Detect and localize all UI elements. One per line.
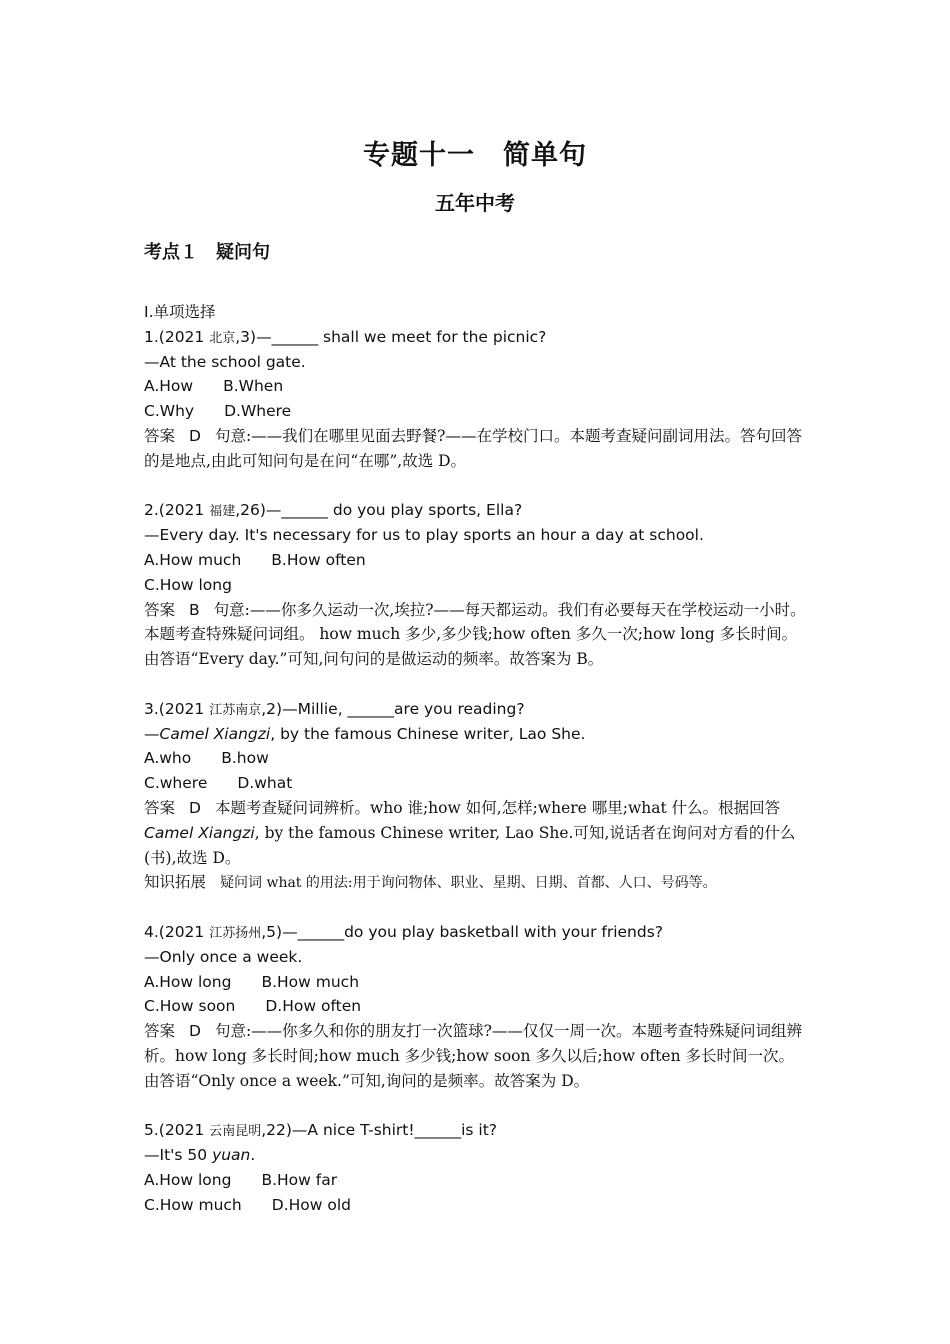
answer-value: D: [189, 426, 201, 445]
question-reply: —Every day. It's necessary for us to play sports an hour a day at school.: [144, 526, 704, 545]
option-a: A.How long: [144, 1170, 232, 1189]
option-row: [144, 746, 808, 771]
question-5: 5.(2021 云南昆明,22)—A nice T-shirt!______is it?: [144, 1121, 498, 1140]
answer-label: 答案: [144, 798, 176, 817]
option-a: A.How long: [144, 972, 232, 991]
question-source: 江苏南京: [209, 702, 262, 718]
question-source: 北京: [209, 330, 236, 346]
knowledge-extension: 知识拓展 疑问词 what 的用法:用于询问物体、职业、星期、日期、首都、人口、号码等。: [144, 873, 717, 892]
answer-label: 答案: [144, 426, 176, 445]
question-source: 江苏扬州: [209, 925, 262, 941]
answer-explanation: 答案 D 句意:——你多久和你的朋友打一次篮球?——仅仅一周一次。本题考查特殊疑问词组辨析。how long 多长时间;how much 多少钱;how soon 多久以后;how often 多长时间一次。由答语“Only once a week.”可知,询问的是频率。故答案为 D。: [144, 1022, 802, 1090]
option-b: B.How much: [261, 972, 360, 991]
question-3: 3.(2021 江苏南京,2)—Millie, ______are you reading?: [144, 699, 525, 718]
option-a: A.How much: [144, 550, 242, 569]
extension-label: 知识拓展: [144, 873, 207, 892]
option-row: [144, 970, 808, 995]
question-4: 4.(2021 江苏扬州,5)—______do you play basketball with your friends?: [144, 922, 664, 941]
question-reply: —It's 50 yuan.: [144, 1146, 256, 1165]
option-row: [144, 374, 808, 399]
question-source: 云南昆明: [209, 1124, 262, 1140]
option-d: D.How often: [265, 997, 362, 1016]
option-c: C.Why: [144, 402, 195, 421]
option-row: [144, 573, 808, 598]
question-2: 2.(2021 福建,26)—______ do you play sports, Ella?: [144, 501, 523, 520]
page-title: 专题十一 简单句: [363, 140, 587, 171]
option-d: D.How old: [271, 1195, 351, 1214]
page-subtitle: 五年中考: [435, 191, 515, 215]
option-b: B.When: [223, 377, 284, 396]
question-reply: —Camel Xiangzi, by the famous Chinese writer, Lao She.: [144, 724, 586, 743]
option-c: C.How much: [144, 1195, 242, 1214]
option-c: C.where: [144, 774, 208, 793]
option-row: [144, 1193, 808, 1218]
option-row: [144, 771, 808, 796]
option-b: B.how: [221, 749, 269, 768]
section-heading: 考点１ 疑问句: [144, 242, 270, 263]
option-row: [144, 399, 808, 424]
option-row: [144, 548, 808, 573]
answer-value: D: [189, 798, 201, 817]
answer-label: 答案: [144, 1022, 176, 1041]
option-row: [144, 994, 808, 1019]
answer-explanation: 答案 B 句意:——你多久运动一次,埃拉?——每天都运动。我们有必要每天在学校运动一小时。本题考查特殊疑问词组。 how much 多少,多少钱;how often 多久一次;how long 多长时间。由答语“Every day.”可知,问句问的是做运动的频率。故答案为 B。: [144, 600, 806, 669]
answer-value: D: [189, 1022, 201, 1041]
question-list: [144, 300, 808, 1217]
option-c: C.How soon: [144, 997, 236, 1016]
answer-explanation: 答案 D 句意:——我们在哪里见面去野餐?——在学校门口。本题考查疑问副词用法。答句回答的是地点,由此可知问句是在问“在哪”,故选 D。: [144, 426, 802, 470]
option-b: B.How far: [261, 1170, 338, 1189]
option-d: D.Where: [224, 402, 292, 421]
option-b: B.How often: [271, 550, 366, 569]
option-row: [144, 1168, 808, 1193]
option-c: C.How long: [144, 575, 232, 594]
part-heading: Ⅰ.单项选择: [144, 303, 216, 321]
answer-explanation: 答案 D 本题考查疑问词辨析。who 谁;how 如何,怎样;where 哪里;what 什么。根据回答 Camel Xiangzi, by the famous Chinese writer, Lao She.可知,说话者在询问对方看的什么(书),故选 D。: [144, 798, 796, 867]
question-reply: —At the school gate.: [144, 352, 306, 371]
option-d: D.what: [237, 774, 293, 793]
option-a: A.How: [144, 377, 194, 396]
question-reply: —Only once a week.: [144, 947, 303, 966]
question-source: 福建: [209, 504, 236, 520]
question-1: 1.(2021 北京,3)—______ shall we meet for the picnic?: [144, 327, 547, 346]
option-a: A.who: [144, 749, 192, 768]
answer-value: B: [189, 600, 200, 619]
answer-label: 答案: [144, 600, 176, 619]
